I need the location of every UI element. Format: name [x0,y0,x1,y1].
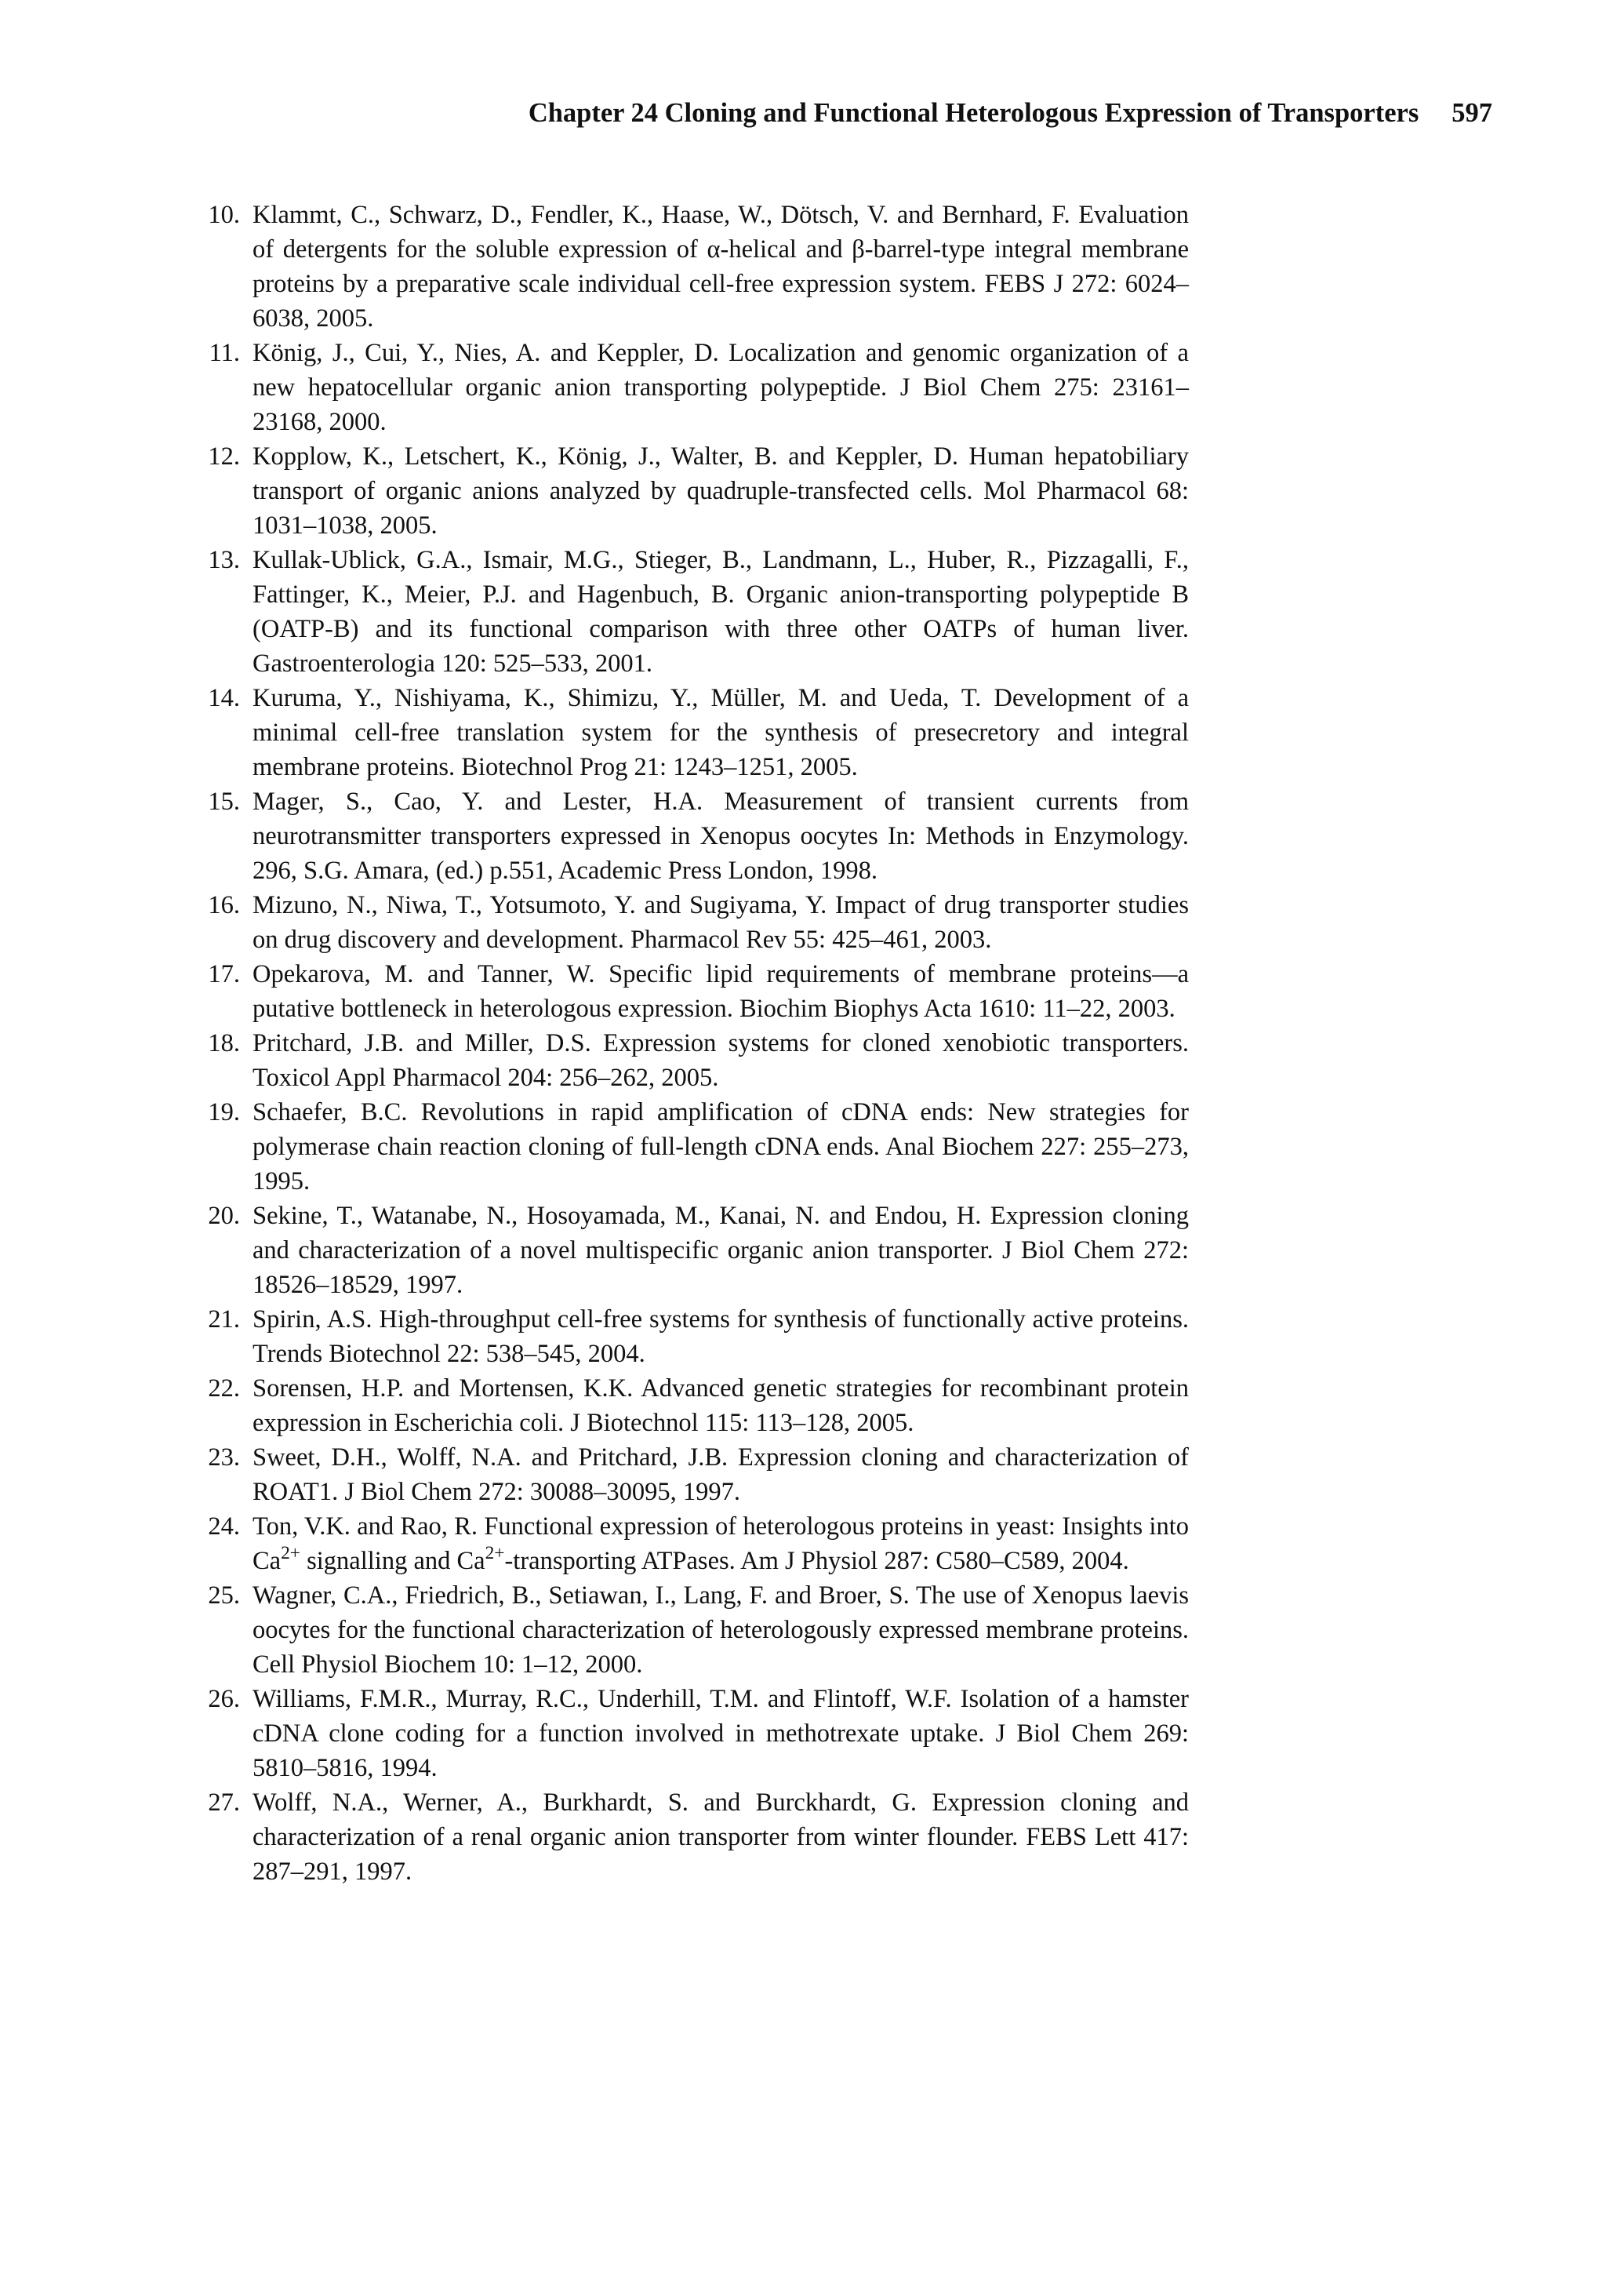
reference-item [194,1371,1189,1440]
page-number: 597 [1452,98,1492,128]
running-title: Chapter 24 Cloning and Functional Heterologous Expression of Transporters [528,98,1419,128]
reference-number: 16. [208,891,240,919]
reference-number: 19. [208,1098,240,1126]
reference-text: Wagner, C.A., Friedrich, B., Setiawan, I., Lang, F. and Broer, S. The use of Xenopus laevis oocytes for the functional characterization of heterologously expressed membrane proteins. Cell Physiol Biochem 10: 1–12, 2000. [253,1581,1189,1679]
reference-number: 10. [208,201,240,229]
reference-text-part: signalling and Ca [300,1547,485,1575]
superscript-charge: 2+ [485,1543,505,1564]
reference-text: Kuruma, Y., Nishiyama, K., Shimizu, Y., Müller, M. and Ueda, T. Development of a minimal cell-free translation system for the synthesis of presecretory and integral membrane proteins. Biotechnol Prog 21: 1243–1251, 2005. [253,684,1189,781]
reference-item [194,198,1189,336]
reference-number: 11. [209,339,240,367]
reference-number: 20. [208,1202,240,1230]
reference-text: Wolff, N.A., Werner, A., Burkhardt, S. and Burckhardt, G. Expression cloning and characterization of a renal organic anion transporter from winter flounder. FEBS Lett 417: 287–291, 1997. [253,1788,1189,1886]
reference-number: 21. [208,1305,240,1334]
reference-item [194,957,1189,1026]
reference-item [194,1578,1189,1682]
reference-text: Sorensen, H.P. and Mortensen, K.K. Advanced genetic strategies for recombinant protein expression in Escherichia coli. J Biotechnol 115: 113–128, 2005. [253,1374,1189,1437]
reference-number: 24. [208,1512,240,1541]
reference-text [253,1509,1189,1578]
reference-text: Klammt, C., Schwarz, D., Fendler, K., Haase, W., Dötsch, V. and Bernhard, F. Evaluation of detergents for the soluble expression of α-helical and β-barrel-type integral membrane proteins by a preparative scale individual cell-free expression system. FEBS J 272: 6024–6038, 2005. [253,201,1189,333]
page-header [0,97,1492,129]
reference-item [194,1302,1189,1371]
reference-number: 25. [208,1581,240,1610]
reference-number: 15. [208,788,240,816]
reference-text: Schaefer, B.C. Revolutions in rapid amplification of cDNA ends: New strategies for polymerase chain reaction cloning of full-length cDNA ends. Anal Biochem 227: 255–273, 1995. [253,1098,1189,1195]
reference-text-part: Ton, V.K. and Rao, R. Functional expression of heterologous proteins in yeast: Insights into Ca [253,1512,1189,1575]
reference-text: Mizuno, N., Niwa, T., Yotsumoto, Y. and Sugiyama, Y. Impact of drug transporter studies on drug discovery and development. Pharmacol Rev 55: 425–461, 2003. [253,891,1189,954]
reference-item [194,1095,1189,1199]
reference-text: Opekarova, M. and Tanner, W. Specific lipid requirements of membrane proteins—a putative bottleneck in heterologous expression. Biochim Biophys Acta 1610: 11–22, 2003. [253,960,1189,1023]
reference-item [194,1440,1189,1509]
reference-item [194,439,1189,543]
reference-text: Pritchard, J.B. and Miller, D.S. Expression systems for cloned xenobiotic transporters. Toxicol Appl Pharmacol 204: 256–262, 2005. [253,1029,1189,1092]
reference-item [194,336,1189,439]
superscript-charge: 2+ [281,1543,300,1564]
reference-number: 27. [208,1788,240,1817]
reference-text: Sweet, D.H., Wolff, N.A. and Pritchard, J.B. Expression cloning and characterization of ROAT1. J Biol Chem 272: 30088–30095, 1997. [253,1443,1189,1506]
reference-item [194,784,1189,888]
reference-number: 18. [208,1029,240,1057]
reference-number: 23. [208,1443,240,1472]
reference-text: Sekine, T., Watanabe, N., Hosoyamada, M., Kanai, N. and Endou, H. Expression cloning and characterization of a novel multispecific organic anion transporter. J Biol Chem 272: 18526–18529, 1997. [253,1202,1189,1299]
reference-text: König, J., Cui, Y., Nies, A. and Keppler, D. Localization and genomic organization of a new hepatocellular organic anion transporting polypeptide. J Biol Chem 275: 23161–23168, 2000. [253,339,1189,436]
reference-item [194,543,1189,681]
reference-text-part: -transporting ATPases. Am J Physiol 287: C580–C589, 2004. [504,1547,1129,1575]
reference-number: 26. [208,1685,240,1713]
reference-text: Williams, F.M.R., Murray, R.C., Underhill, T.M. and Flintoff, W.F. Isolation of a hamster cDNA clone coding for a function involved in methotrexate uptake. J Biol Chem 269: 5810–5816, 1994. [253,1685,1189,1782]
reference-item [194,1785,1189,1889]
reference-number: 22. [208,1374,240,1403]
reference-item [194,1509,1189,1578]
reference-number: 13. [208,546,240,574]
reference-text: Spirin, A.S. High-throughput cell-free systems for synthesis of functionally active proteins. Trends Biotechnol 22: 538–545, 2004. [253,1305,1189,1368]
reference-item [194,681,1189,784]
reference-text: Kullak-Ublick, G.A., Ismair, M.G., Stieger, B., Landmann, L., Huber, R., Pizzagalli, F., Fattinger, K., Meier, P.J. and Hagenbuch, B. Organic anion-transporting polypeptide B (OATP-B) and its functional comparison with three other OATPs of human liver. Gastroenterologia 120: 525–533, 2001. [253,546,1189,678]
reference-item [194,888,1189,957]
reference-text: Mager, S., Cao, Y. and Lester, H.A. Measurement of transient currents from neurotransmitter transporters expressed in Xenopus oocytes In: Methods in Enzymology. 296, S.G. Amara, (ed.) p.551, Academic Press London, 1998. [253,788,1189,885]
reference-item [194,1682,1189,1785]
reference-item [194,1199,1189,1302]
reference-number: 14. [208,684,240,712]
reference-number: 12. [208,442,240,471]
reference-text: Kopplow, K., Letschert, K., König, J., Walter, B. and Keppler, D. Human hepatobiliary transport of organic anions analyzed by quadruple-transfected cells. Mol Pharmacol 68: 1031–1038, 2005. [253,442,1189,540]
reference-list [194,198,1189,1889]
reference-item [194,1026,1189,1095]
reference-number: 17. [208,960,240,988]
